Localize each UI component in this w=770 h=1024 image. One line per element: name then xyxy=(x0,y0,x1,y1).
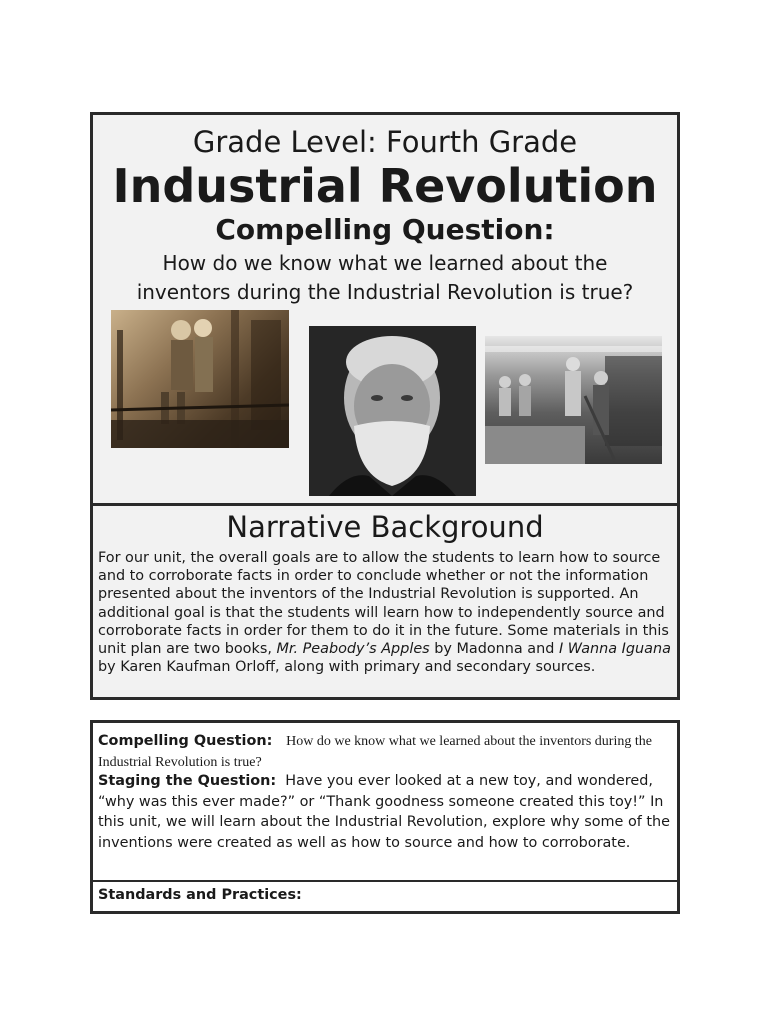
narrative-body xyxy=(98,549,671,676)
narrative-section xyxy=(90,503,680,700)
cq-line-2: inventors during the Industrial Revolution is true? xyxy=(136,280,634,304)
narrative-text-c: by Karen Kaufman Orloff, along with primary and secondary sources. xyxy=(98,659,596,676)
question-section xyxy=(90,720,680,914)
standards-label: Standards and Practices: xyxy=(98,887,302,903)
narrative-text-b: by Madonna and xyxy=(429,641,559,658)
page-title: Industrial Revolution xyxy=(112,159,658,213)
book-title-peabody: Mr. Peabody’s Apples xyxy=(276,641,430,658)
narrative-text-a: For our unit, the overall goals are to allow the students to learn how to source and to corroborate facts in order to conclude whether or not the information presented about the inventors of the Industrial Revolution is supported. An additional goal is that the students will learn how to independently source and corroborate facts in order for them to do it in the future. Some materials in this unit plan are two books, xyxy=(98,550,669,658)
portrait-bearded-man-photo xyxy=(309,326,476,496)
narrative-title: Narrative Background xyxy=(226,510,544,544)
compelling-question-body: How do we know what we learned about the inventors during the Industrial Revolution is true? xyxy=(98,734,652,770)
grade-level: Grade Level: Fourth Grade xyxy=(192,125,578,159)
staging-question-row xyxy=(98,771,671,853)
compelling-question-label: Compelling Question: xyxy=(98,733,273,749)
child-mill-workers-photo xyxy=(111,310,289,448)
compelling-question-heading: Compelling Question: xyxy=(215,213,555,246)
children-factory-photo xyxy=(485,336,662,464)
title-section xyxy=(90,112,680,503)
divider xyxy=(93,880,677,882)
staging-question-label: Staging the Question: xyxy=(98,773,277,789)
compelling-question-row xyxy=(98,731,671,773)
staging-question-body: Have you ever looked at a new toy, and wondered, “why was this ever made?” or “Thank goodness someone created this toy!” In this unit, we will learn about the Industrial Revolution, explore why some of the inventions were created as well as how to source and how to corroborate. xyxy=(98,773,671,851)
book-title-iguana: I Wanna Iguana xyxy=(558,641,671,658)
cq-line-1: How do we know what we learned about the xyxy=(162,251,608,275)
compelling-question-text xyxy=(93,249,677,307)
